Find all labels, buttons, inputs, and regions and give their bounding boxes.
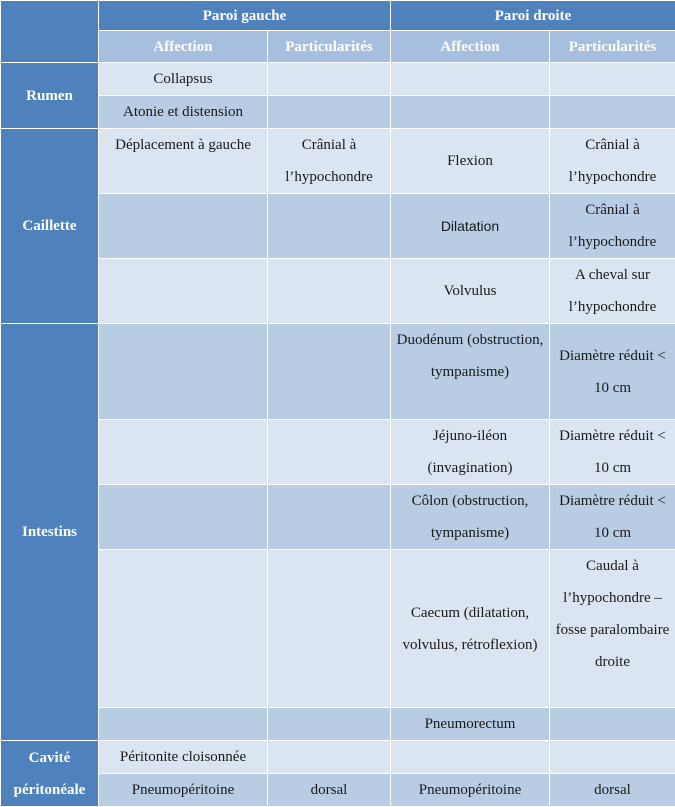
right-particularites-cell: A cheval sur l’hypochondre — [550, 259, 675, 324]
left-affection-cell — [99, 259, 268, 324]
corner-cell — [1, 1, 99, 63]
right-affection-cell: Jéjuno-iléon (invagination) — [391, 420, 550, 485]
table-row — [1, 420, 675, 485]
right-particularites-cell — [550, 63, 675, 96]
right-affection-cell: Caecum (dilatation, volvulus, rétroflexion) — [391, 550, 550, 708]
right-affection-header: Affection — [391, 31, 550, 63]
left-affection-cell: Déplacement à gauche — [99, 129, 268, 194]
left-affection-cell — [99, 194, 268, 259]
table-row — [1, 259, 675, 324]
left-particularites-cell — [268, 420, 391, 485]
left-particularites-cell — [268, 324, 391, 420]
right-particularites-cell: Diamètre réduit < 10 cm — [550, 485, 675, 550]
right-particularites-cell — [550, 708, 675, 741]
left-affection-cell: Pneumopéritoine — [99, 774, 268, 807]
right-affection-cell: Pneumorectum — [391, 708, 550, 741]
left-affection-cell — [99, 550, 268, 708]
left-particularites-cell — [268, 550, 391, 708]
section-label-cavite: Cavité péritonéale — [1, 741, 99, 807]
left-particularites-header: Particularités — [268, 31, 391, 63]
left-affection-cell — [99, 420, 268, 485]
right-affection-cell — [391, 63, 550, 96]
left-affection-cell — [99, 708, 268, 741]
left-particularites-cell — [268, 96, 391, 129]
right-particularites-header: Particularités — [550, 31, 675, 63]
right-affection-cell: Côlon (obstruction, tympanisme) — [391, 485, 550, 550]
right-affection-cell: Flexion — [391, 129, 550, 194]
right-particularites-cell: Crânial à l’hypochondre — [550, 129, 675, 194]
right-affection-cell: Duodénum (obstruction, tympanisme) — [391, 324, 550, 420]
left-affection-cell: Atonie et distension — [99, 96, 268, 129]
right-affection-cell: Volvulus — [391, 259, 550, 324]
table-row — [1, 485, 675, 550]
right-particularites-cell: Crânial à l’hypochondre — [550, 194, 675, 259]
left-wall-header: Paroi gauche — [99, 1, 391, 31]
right-wall-header: Paroi droite — [391, 1, 675, 31]
table-row — [1, 550, 675, 708]
right-affection-cell: Pneumopéritoine — [391, 774, 550, 807]
right-affection-cell — [391, 741, 550, 774]
right-particularites-cell: Caudal à l’hypochondre – fosse paralombaire droite — [550, 550, 675, 708]
left-particularites-cell: dorsal — [268, 774, 391, 807]
right-particularites-cell: dorsal — [550, 774, 675, 807]
left-particularites-cell — [268, 259, 391, 324]
group-header-row — [1, 1, 675, 31]
table-row — [1, 96, 675, 129]
left-particularites-cell — [268, 485, 391, 550]
table-row — [1, 194, 675, 259]
right-particularites-cell — [550, 96, 675, 129]
sub-header-row — [1, 31, 675, 63]
table-row — [1, 774, 675, 807]
left-particularites-cell — [268, 708, 391, 741]
right-particularites-cell: Diamètre réduit < 10 cm — [550, 420, 675, 485]
section-label-caillette: Caillette — [1, 129, 99, 324]
table-row — [1, 324, 675, 420]
left-particularites-cell — [268, 194, 391, 259]
right-affection-cell: Dilatation — [391, 194, 550, 259]
left-particularites-cell: Crânial à l’hypochondre — [268, 129, 391, 194]
table-row — [1, 741, 675, 774]
table-row — [1, 129, 675, 194]
right-particularites-cell — [550, 741, 675, 774]
table-row — [1, 708, 675, 741]
left-particularites-cell — [268, 63, 391, 96]
left-affection-cell: Collapsus — [99, 63, 268, 96]
table-row — [1, 63, 675, 96]
section-label-intestins: Intestins — [1, 324, 99, 741]
left-particularites-cell — [268, 741, 391, 774]
left-affection-header: Affection — [99, 31, 268, 63]
right-affection-cell — [391, 96, 550, 129]
left-affection-cell: Péritonite cloisonnée — [99, 741, 268, 774]
left-affection-cell — [99, 324, 268, 420]
left-affection-cell — [99, 485, 268, 550]
right-particularites-cell: Diamètre réduit < 10 cm — [550, 324, 675, 420]
section-label-rumen: Rumen — [1, 63, 99, 129]
